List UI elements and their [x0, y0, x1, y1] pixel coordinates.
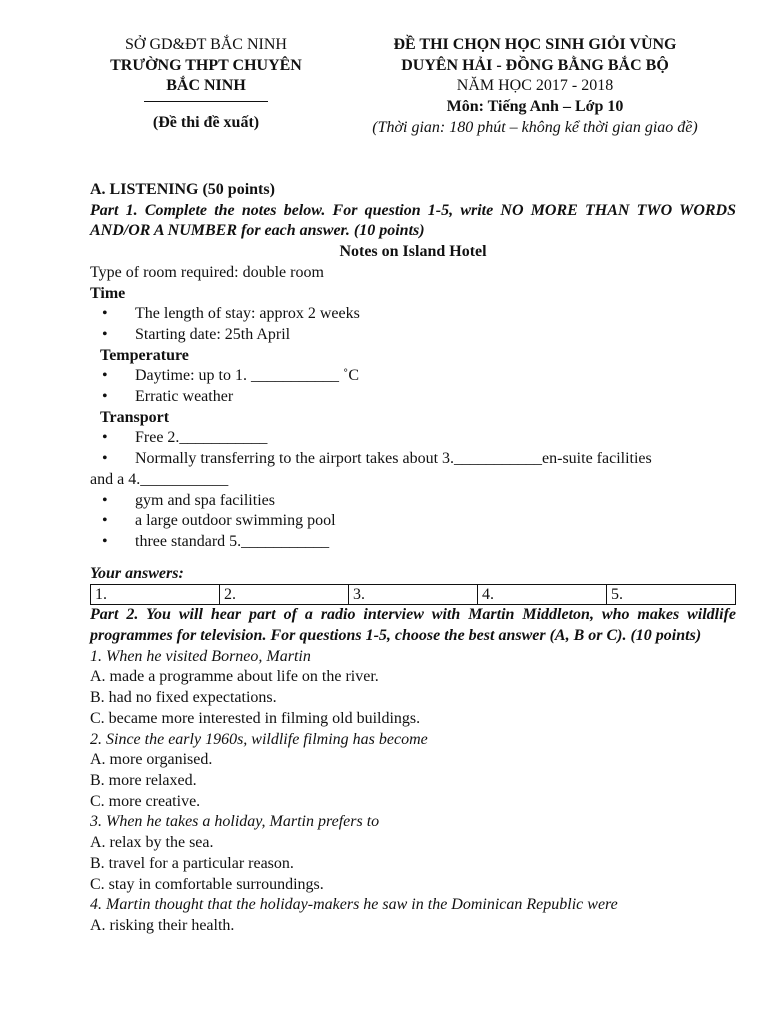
question-stem: 1. When he visited Borneo, Martin — [90, 647, 311, 665]
list-item: • a large outdoor swimming pool — [90, 511, 736, 532]
transport-list — [90, 428, 736, 449]
exam-title-line1: ĐỀ THI CHỌN HỌC SINH GIỎI VÙNG — [393, 36, 677, 53]
subject-line: Môn: Tiếng Anh – Lớp 10 — [446, 98, 624, 116]
option: A. made a programme about life on the river. — [90, 668, 379, 686]
question-1 — [90, 647, 736, 730]
proposal-note: (Đề thi đề xuất) — [152, 114, 260, 132]
department-name: SỞ GD&ĐT BẮC NINH — [125, 36, 287, 53]
time-list — [90, 304, 736, 345]
list-item-continuation: and a 4.___________ — [90, 470, 229, 488]
exam-title-block — [322, 35, 736, 145]
question-stem: 2. Since the early 1960s, wildlife filming has become — [90, 730, 428, 748]
section-heading: A. LISTENING (50 points) — [90, 181, 275, 198]
temperature-heading: Temperature — [100, 346, 189, 364]
list-item: • Daytime: up to 1. ___________ ˚C — [90, 366, 736, 387]
question-stem: 3. When he takes a holiday, Martin prefers to — [90, 813, 380, 831]
transport-wrap-item — [90, 449, 736, 490]
option: C. more creative. — [90, 792, 201, 810]
option: B. more relaxed. — [90, 771, 197, 789]
option: A. risking their health. — [90, 916, 235, 934]
school-block — [90, 35, 322, 145]
question-stem: 4. Martin thought that the holiday-makers he saw in the Dominican Republic were — [90, 896, 618, 914]
option: B. had no fixed expectations. — [90, 689, 277, 707]
temperature-list — [90, 366, 736, 407]
exam-title-line2: DUYÊN HẢI - ĐỒNG BẰNG BẮC BỘ — [401, 56, 669, 74]
question-3 — [90, 812, 736, 895]
school-year: NĂM HỌC 2017 - 2018 — [456, 77, 614, 95]
facility-list — [90, 491, 736, 553]
list-item: • three standard 5.___________ — [90, 532, 736, 553]
time-heading: Time — [90, 284, 126, 302]
school-name-line2: BẮC NINH — [166, 77, 246, 95]
table-row — [91, 585, 736, 605]
question-2 — [90, 730, 736, 813]
time-allowed: (Thời gian: 180 phút – không kể thời gian giao đề) — [372, 118, 698, 136]
exam-page — [90, 35, 736, 937]
answers-label: Your answers: — [90, 564, 184, 582]
option: A. more organised. — [90, 751, 213, 769]
room-type: Type of room required: double room — [90, 263, 324, 281]
list-item: • Free 2.___________ — [90, 428, 736, 449]
option: C. became more interested in filming old buildings. — [90, 709, 421, 727]
list-item: • gym and spa facilities — [90, 491, 736, 512]
part1-instruction: Part 1. Complete the notes below. For question 1-5, write NO MORE THAN TWO WORDS AND/OR A NUMBER for each answer. (10 points) — [90, 201, 736, 240]
option: B. travel for a particular reason. — [90, 854, 294, 872]
list-item: • Erratic weather — [90, 387, 736, 408]
answer-cell[interactable]: 3. — [349, 585, 478, 605]
notes-title: Notes on Island Hotel — [339, 243, 487, 261]
option: A. relax by the sea. — [90, 834, 214, 852]
exam-header — [90, 35, 736, 145]
list-item: Normally transferring to the airport takes about 3.___________en-suite facilities — [135, 450, 652, 468]
list-item: • The length of stay: approx 2 weeks — [90, 304, 736, 325]
transport-heading: Transport — [100, 408, 170, 426]
answer-cell[interactable]: 1. — [91, 585, 220, 605]
answer-cell[interactable]: 5. — [607, 585, 736, 605]
option: C. stay in comfortable surroundings. — [90, 875, 324, 893]
part2-instruction: Part 2. You will hear part of a radio interview with Martin Middleton, who makes wildlife programmes for television. For questions 1-5, choose the best answer (A, B or C). (10 points) — [90, 606, 736, 645]
question-4 — [90, 895, 736, 936]
header-divider — [144, 101, 268, 102]
answer-table — [90, 584, 736, 605]
list-item: • Starting date: 25th April — [90, 325, 736, 346]
school-name-line1: TRƯỜNG THPT CHUYÊN — [110, 56, 302, 74]
answer-cell[interactable]: 2. — [220, 585, 349, 605]
answer-cell[interactable]: 4. — [478, 585, 607, 605]
bullet-icon: • — [102, 450, 108, 468]
